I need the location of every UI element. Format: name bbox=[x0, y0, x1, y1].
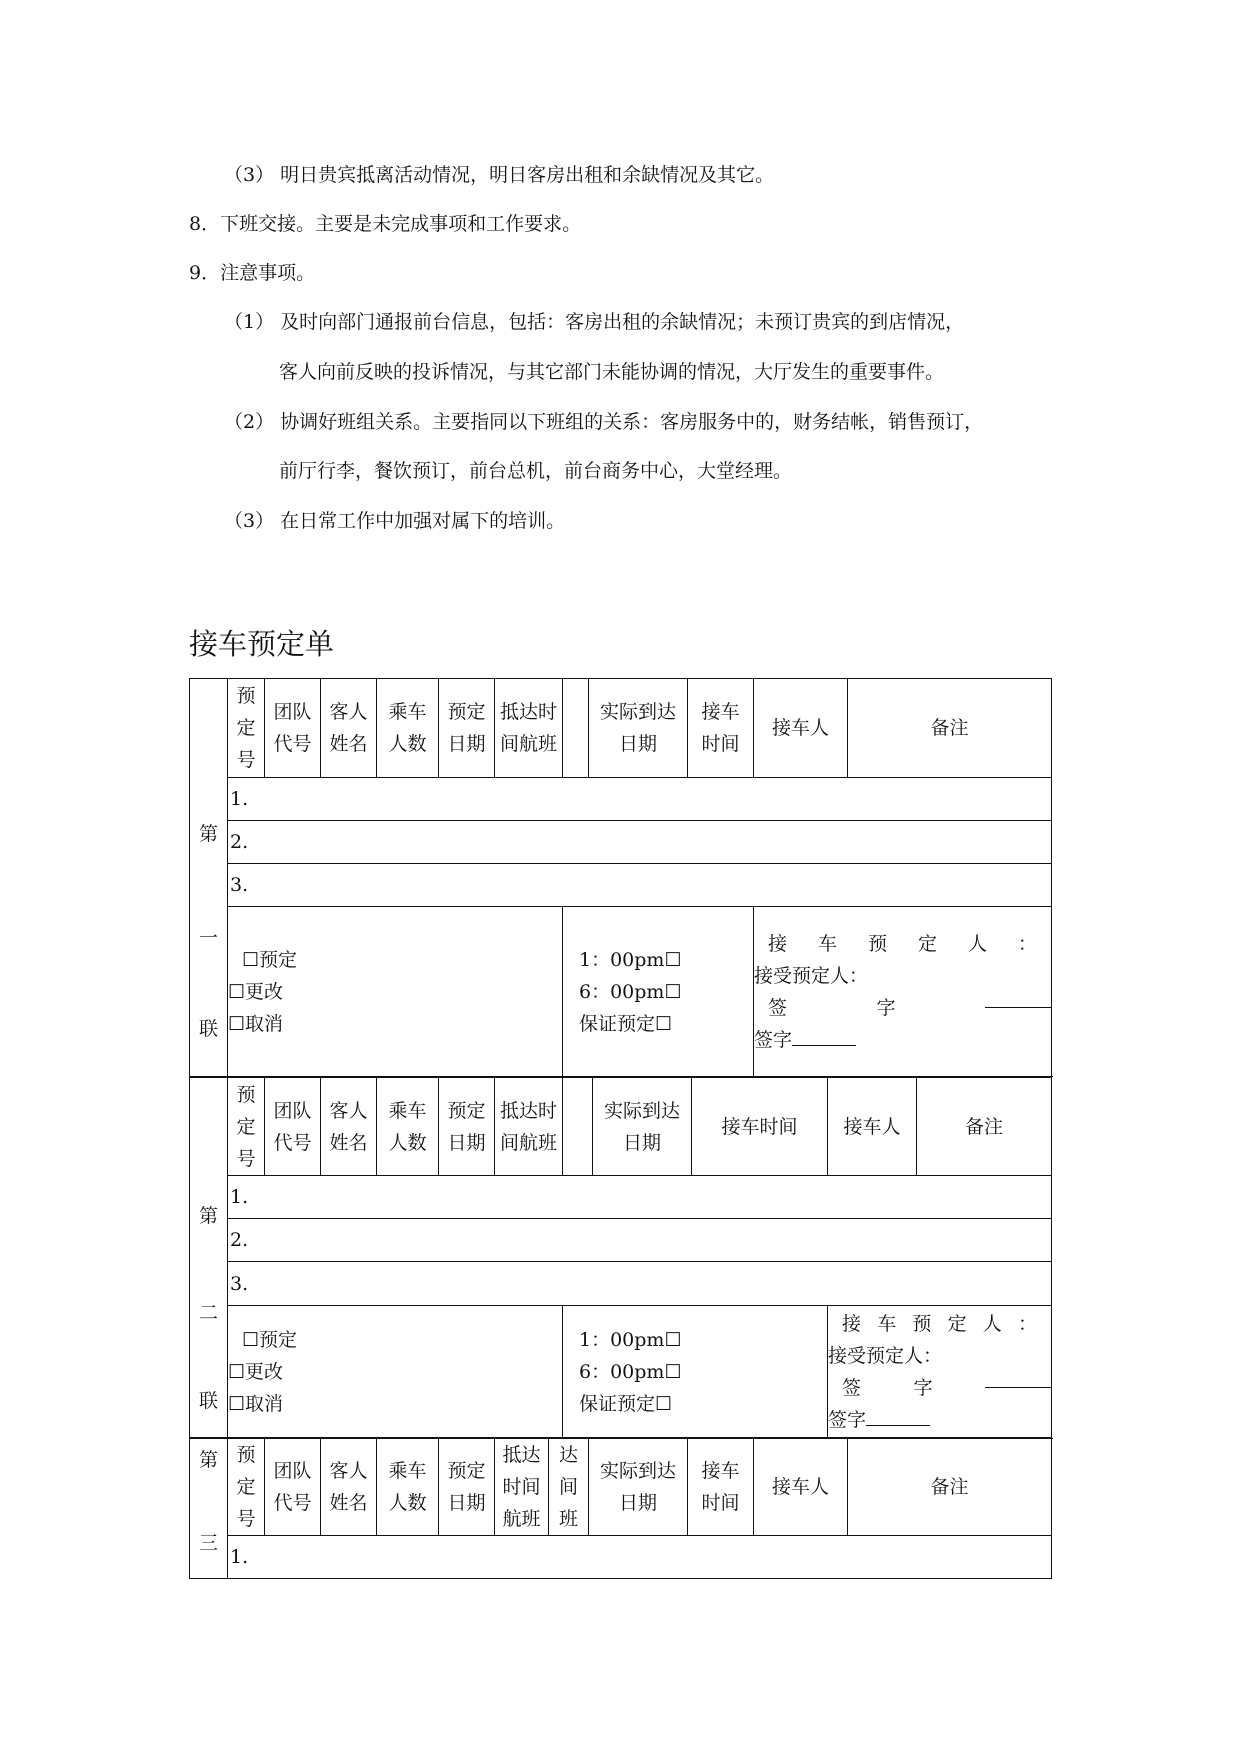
status-cancelled-checkbox[interactable]: ☐取消 bbox=[228, 1012, 284, 1035]
accept-booker-label: 接受预定人： bbox=[754, 964, 869, 987]
header-booking-no: 预 定 号 bbox=[228, 1438, 265, 1536]
note-2-line-2: 前厅行李，餐饮预订，前台总机，前台商务中心，大堂经理。 bbox=[279, 460, 793, 482]
header-pickup-time: 接车 时间 bbox=[688, 679, 754, 778]
signature-cell bbox=[828, 1305, 1052, 1438]
paragraph-3: （3） 明日贵宾抵离活动情况，明日客房出租和余缺情况及其它。 bbox=[224, 164, 775, 186]
sign-row-2: 签字 bbox=[754, 1024, 1051, 1056]
header-actual-arrival: 实际到达 日期 bbox=[589, 1438, 688, 1536]
header-actual-arrival: 实际到达 日期 bbox=[589, 679, 688, 778]
copy-1-label: 第 一 联 bbox=[190, 679, 228, 1077]
header-arrival-flight: 抵达时 间航班 bbox=[495, 1078, 563, 1176]
sign-row: 签 字 bbox=[828, 1372, 1051, 1404]
status-cancelled-checkbox[interactable]: ☐取消 bbox=[228, 1392, 284, 1415]
signature-line-1[interactable] bbox=[985, 1007, 1051, 1008]
header-group-code: 团队 代号 bbox=[265, 679, 321, 778]
header-group-code: 团队 代号 bbox=[265, 1438, 321, 1536]
accept-booker-label: 接受预定人： bbox=[828, 1344, 943, 1367]
status-booked-checkbox[interactable]: ☐预定 bbox=[242, 948, 298, 971]
header-booking-date: 预定 日期 bbox=[439, 1438, 495, 1536]
option-6pm-checkbox[interactable]: 6：00pm☐ bbox=[579, 1360, 682, 1383]
option-guaranteed-checkbox[interactable]: 保证预定☐ bbox=[579, 1392, 673, 1415]
entry-row-3[interactable]: 3. bbox=[228, 1262, 1052, 1305]
sign-row: 签 字 bbox=[754, 992, 1051, 1024]
status-changed-checkbox[interactable]: ☐更改 bbox=[228, 1360, 284, 1383]
sign-row-2: 签字 bbox=[828, 1404, 1051, 1436]
note-2-line-1: （2） 协调好班组关系。主要指同以下班组的关系：客房服务中的，财务结帐，销售预订， bbox=[224, 411, 984, 433]
header-booking-no: 预 定 号 bbox=[228, 679, 265, 778]
item-9: 9．注意事项。 bbox=[189, 262, 316, 284]
header-guest-name: 客人 姓名 bbox=[321, 679, 377, 778]
header-extra-column: 达 间 班 bbox=[549, 1438, 589, 1536]
header-booking-date: 预定 日期 bbox=[439, 679, 495, 778]
option-6pm-checkbox[interactable]: 6：00pm☐ bbox=[579, 980, 682, 1003]
status-cell bbox=[228, 907, 563, 1077]
header-booking-no: 预 定 号 bbox=[228, 1078, 265, 1176]
header-pickup-person: 接车人 bbox=[754, 1438, 848, 1536]
copy-2-label: 第 二 联 bbox=[190, 1078, 228, 1439]
signature-line-1[interactable] bbox=[985, 1387, 1051, 1388]
entry-row-1[interactable]: 1. bbox=[228, 1176, 1052, 1219]
header-arrival-flight: 抵达 时间 航班 bbox=[495, 1438, 549, 1536]
time-options-cell bbox=[563, 1305, 828, 1438]
option-1pm-checkbox[interactable]: 1：00pm☐ bbox=[579, 1328, 682, 1351]
header-remarks: 备注 bbox=[848, 679, 1052, 778]
pickup-form-copy-2 bbox=[189, 1077, 1052, 1439]
pickup-form-copy-3 bbox=[189, 1437, 1052, 1579]
note-1-line-2: 客人向前反映的投诉情况，与其它部门未能协调的情况，大厅发生的重要事件。 bbox=[279, 361, 945, 383]
header-passengers: 乘车 人数 bbox=[377, 1438, 439, 1536]
pickup-booker-label: 接 车 预 定 人 ： bbox=[842, 1312, 1037, 1335]
header-pickup-time: 接车 时间 bbox=[688, 1438, 754, 1536]
time-options-cell bbox=[563, 907, 754, 1077]
header-pickup-person: 接车人 bbox=[828, 1078, 917, 1176]
note-1-line-1: （1） 及时向部门通报前台信息，包括：客房出租的余缺情况；未预订贵宾的到店情况， bbox=[224, 311, 965, 333]
header-arrival-flight: 抵达时 间航班 bbox=[495, 679, 563, 778]
header-booking-date: 预定 日期 bbox=[439, 1078, 495, 1176]
header-pickup-person: 接车人 bbox=[754, 679, 848, 778]
copy-3-label: 第 三 bbox=[190, 1438, 228, 1579]
header-guest-name: 客人 姓名 bbox=[321, 1438, 377, 1536]
header-blank bbox=[563, 679, 589, 778]
status-changed-checkbox[interactable]: ☐更改 bbox=[228, 980, 284, 1003]
header-blank bbox=[563, 1078, 593, 1176]
item-8: 8．下班交接。主要是未完成事项和工作要求。 bbox=[189, 213, 582, 235]
signature-line-2[interactable] bbox=[866, 1407, 930, 1426]
entry-row-1[interactable]: 1. bbox=[228, 1536, 1052, 1579]
header-actual-arrival: 实际到达 日期 bbox=[593, 1078, 692, 1176]
header-remarks: 备注 bbox=[917, 1078, 1052, 1176]
header-passengers: 乘车 人数 bbox=[377, 1078, 439, 1176]
header-remarks: 备注 bbox=[848, 1438, 1052, 1536]
header-guest-name: 客人 姓名 bbox=[321, 1078, 377, 1176]
header-passengers: 乘车 人数 bbox=[377, 679, 439, 778]
signature-line-2[interactable] bbox=[792, 1027, 856, 1046]
header-pickup-time: 接车时间 bbox=[692, 1078, 828, 1176]
signature-cell bbox=[754, 907, 1052, 1077]
entry-row-2[interactable]: 2. bbox=[228, 1219, 1052, 1262]
note-3: （3） 在日常工作中加强对属下的培训。 bbox=[224, 510, 566, 532]
entry-row-1[interactable]: 1. bbox=[228, 778, 1052, 821]
header-group-code: 团队 代号 bbox=[265, 1078, 321, 1176]
option-1pm-checkbox[interactable]: 1：00pm☐ bbox=[579, 948, 682, 971]
form-title: 接车预定单 bbox=[189, 627, 335, 661]
entry-row-2[interactable]: 2. bbox=[228, 821, 1052, 864]
pickup-form-copy-1 bbox=[189, 678, 1052, 1077]
entry-row-3[interactable]: 3. bbox=[228, 864, 1052, 907]
pickup-booker-label: 接 车 预 定 人 ： bbox=[768, 932, 1037, 955]
status-booked-checkbox[interactable]: ☐预定 bbox=[242, 1328, 298, 1351]
status-cell bbox=[228, 1305, 563, 1438]
option-guaranteed-checkbox[interactable]: 保证预定☐ bbox=[579, 1012, 673, 1035]
